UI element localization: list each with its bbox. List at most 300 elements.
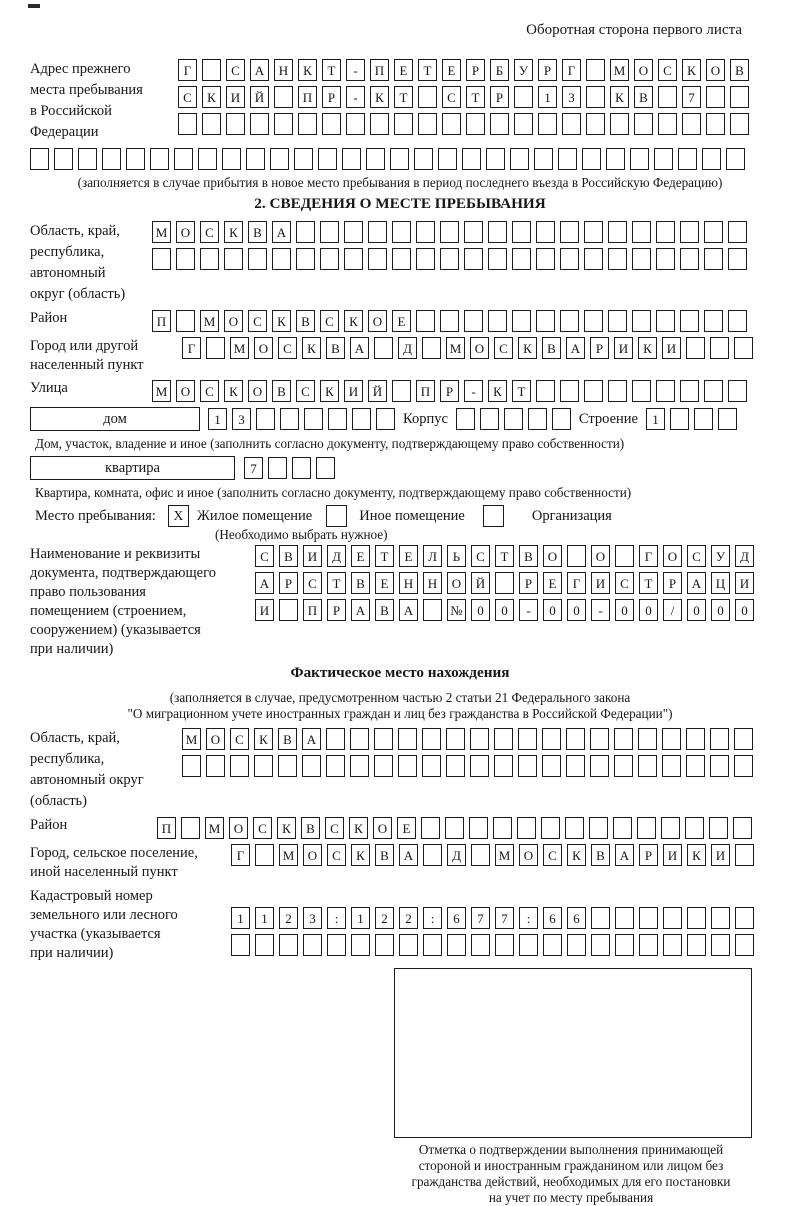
text-line: на учет по месту пребывания xyxy=(488,1190,654,1205)
char-cell xyxy=(512,221,531,243)
char-cell xyxy=(519,934,538,956)
char-cell xyxy=(392,380,411,402)
district-cells xyxy=(152,310,747,332)
char-cell: О xyxy=(634,59,653,81)
char-cell xyxy=(392,221,411,243)
char-cell xyxy=(198,148,217,170)
actual-city-label xyxy=(30,844,231,882)
text-line: Область, край, xyxy=(30,223,120,239)
char-cell: Г xyxy=(231,844,250,866)
char-cell xyxy=(270,148,289,170)
text-line: Город, сельское поселение, xyxy=(30,845,198,861)
char-cell xyxy=(518,755,537,777)
char-cell xyxy=(615,545,634,567)
char-cell: Р xyxy=(466,59,485,81)
char-cell xyxy=(728,221,747,243)
stay-type-checkbox-residential: X xyxy=(168,505,189,527)
char-cell: Й xyxy=(471,572,490,594)
char-cell: М xyxy=(610,59,629,81)
char-cell: 1 xyxy=(208,408,227,430)
stay-type-label: Место пребывания: xyxy=(35,507,156,524)
char-cell: М xyxy=(446,337,465,359)
char-cell xyxy=(512,310,531,332)
char-cell: И xyxy=(662,337,681,359)
char-cell xyxy=(630,148,649,170)
char-cell: А xyxy=(350,337,369,359)
char-cell: В xyxy=(248,221,267,243)
char-cell xyxy=(560,310,579,332)
char-cell xyxy=(686,728,705,750)
char-cell xyxy=(536,310,555,332)
char-cell: В xyxy=(542,337,561,359)
char-cell: С xyxy=(178,86,197,108)
char-cell: 7 xyxy=(495,907,514,929)
char-cell xyxy=(182,755,201,777)
char-cell: Д xyxy=(447,844,466,866)
text-line: право пользования xyxy=(30,584,146,600)
char-cell: Р xyxy=(538,59,557,81)
text-line: Отметка о подтверждении выполнения принимающей xyxy=(418,1142,724,1157)
char-cell: К xyxy=(277,817,296,839)
document-row-1 xyxy=(255,545,754,567)
char-cell: О xyxy=(706,59,725,81)
char-cell: О xyxy=(206,728,225,750)
text-line: населенный пункт xyxy=(30,357,144,373)
char-cell xyxy=(296,248,315,270)
char-cell xyxy=(416,221,435,243)
char-cell: О xyxy=(470,337,489,359)
char-cell: Л xyxy=(423,545,442,567)
char-cell: - xyxy=(519,599,538,621)
char-cell xyxy=(250,113,269,135)
text-line: Федерации xyxy=(30,124,99,140)
char-cell xyxy=(608,248,627,270)
char-cell: Ц xyxy=(711,572,730,594)
char-cell: Т xyxy=(512,380,531,402)
char-cell xyxy=(710,337,729,359)
char-cell: Е xyxy=(351,545,370,567)
char-cell: А xyxy=(399,844,418,866)
char-cell xyxy=(181,817,200,839)
char-cell xyxy=(543,934,562,956)
char-cell: М xyxy=(205,817,224,839)
char-cell: И xyxy=(344,380,363,402)
char-cell: Г xyxy=(178,59,197,81)
char-cell: С xyxy=(200,221,219,243)
char-cell xyxy=(685,817,704,839)
char-cell: 6 xyxy=(567,907,586,929)
prev-address-row-1 xyxy=(178,59,749,81)
char-cell: П xyxy=(303,599,322,621)
city-label xyxy=(30,337,182,375)
char-cell xyxy=(687,934,706,956)
char-cell: 0 xyxy=(711,599,730,621)
char-cell xyxy=(608,310,627,332)
char-cell xyxy=(656,248,675,270)
char-cell xyxy=(446,755,465,777)
apartment-type-label: квартира xyxy=(105,459,160,476)
apartment-note: Квартира, комната, офис и иное (заполнить согласно документу, подтверждающему право собственности) xyxy=(35,485,632,500)
char-cell xyxy=(421,817,440,839)
char-cell xyxy=(663,907,682,929)
stay-type-checkbox-organization xyxy=(483,505,504,527)
char-cell xyxy=(488,221,507,243)
char-cell xyxy=(464,221,483,243)
char-cell xyxy=(30,148,49,170)
char-cell: Т xyxy=(394,86,413,108)
char-cell xyxy=(614,755,633,777)
char-cell: К xyxy=(638,337,657,359)
char-cell xyxy=(582,148,601,170)
char-cell xyxy=(706,113,725,135)
char-cell: Р xyxy=(490,86,509,108)
char-cell xyxy=(517,817,536,839)
char-cell xyxy=(542,728,561,750)
char-cell xyxy=(445,817,464,839)
text-line: помещением (строением, xyxy=(30,603,187,619)
char-cell: А xyxy=(615,844,634,866)
char-cell: № xyxy=(447,599,466,621)
char-cell xyxy=(279,599,298,621)
char-cell xyxy=(471,844,490,866)
char-cell: А xyxy=(687,572,706,594)
char-cell: 0 xyxy=(471,599,490,621)
char-cell xyxy=(734,755,753,777)
text-line: в Российской xyxy=(30,103,112,119)
char-cell xyxy=(54,148,73,170)
char-cell: Н xyxy=(274,59,293,81)
section2-title: 2. СВЕДЕНИЯ О МЕСТЕ ПРЕБЫВАНИЯ xyxy=(254,195,546,212)
actual-district-label: Район xyxy=(30,817,68,833)
char-cell xyxy=(256,408,275,430)
char-cell: В xyxy=(272,380,291,402)
char-cell xyxy=(584,221,603,243)
char-cell: У xyxy=(514,59,533,81)
char-cell: О xyxy=(176,221,195,243)
char-cell: : xyxy=(423,907,442,929)
char-cell xyxy=(591,907,610,929)
char-cell: О xyxy=(368,310,387,332)
char-cell xyxy=(326,728,345,750)
char-cell: Р xyxy=(590,337,609,359)
char-cell: С xyxy=(248,310,267,332)
char-cell xyxy=(510,148,529,170)
street-cells xyxy=(152,380,747,402)
char-cell xyxy=(346,113,365,135)
char-cell xyxy=(735,844,754,866)
char-cell xyxy=(302,755,321,777)
text-line: стороной и иностранным гражданином или лицом без xyxy=(418,1158,724,1173)
char-cell xyxy=(206,755,225,777)
actual-district-row xyxy=(30,817,770,839)
char-cell: В xyxy=(591,844,610,866)
char-cell xyxy=(268,457,287,479)
char-cell xyxy=(350,755,369,777)
actual-region-row-2 xyxy=(182,755,753,777)
text-line: иной населенный пункт xyxy=(30,864,178,880)
char-cell: В xyxy=(730,59,749,81)
actual-region-label xyxy=(30,728,182,812)
region-row-1 xyxy=(152,221,747,243)
char-cell xyxy=(368,221,387,243)
char-cell: И xyxy=(255,599,274,621)
city-row xyxy=(30,337,770,375)
actual-location-title: Фактическое место нахождения xyxy=(290,664,510,681)
char-cell xyxy=(615,907,634,929)
char-cell: Б xyxy=(490,59,509,81)
char-cell xyxy=(438,148,457,170)
char-cell xyxy=(733,817,752,839)
char-cell xyxy=(536,221,555,243)
char-cell xyxy=(634,113,653,135)
char-cell xyxy=(423,934,442,956)
char-cell: С xyxy=(255,545,274,567)
char-cell: А xyxy=(302,728,321,750)
char-cell: С xyxy=(615,572,634,594)
char-cell: В xyxy=(296,310,315,332)
char-cell xyxy=(704,248,723,270)
char-cell: О xyxy=(373,817,392,839)
char-cell: Г xyxy=(567,572,586,594)
char-cell xyxy=(632,221,651,243)
char-cell: А xyxy=(351,599,370,621)
char-cell: Е xyxy=(392,310,411,332)
char-cell xyxy=(392,248,411,270)
char-cell xyxy=(150,148,169,170)
char-cell: 0 xyxy=(567,599,586,621)
text-line: документа, подтверждающего xyxy=(30,565,216,581)
char-cell xyxy=(514,113,533,135)
char-cell: К xyxy=(349,817,368,839)
char-cell: 7 xyxy=(471,907,490,929)
char-cell xyxy=(504,408,523,430)
char-cell: / xyxy=(663,599,682,621)
char-cell: Н xyxy=(423,572,442,594)
char-cell: Д xyxy=(398,337,417,359)
char-cell: К xyxy=(344,310,363,332)
char-cell xyxy=(632,380,651,402)
prev-address-row-4 xyxy=(30,148,745,170)
char-cell xyxy=(470,755,489,777)
char-cell xyxy=(366,148,385,170)
char-cell xyxy=(589,817,608,839)
char-cell xyxy=(687,907,706,929)
char-cell: Е xyxy=(375,572,394,594)
char-cell: М xyxy=(152,221,171,243)
char-cell: С xyxy=(327,844,346,866)
char-cell xyxy=(567,545,586,567)
char-cell xyxy=(730,86,749,108)
prev-address-block xyxy=(30,59,770,143)
char-cell xyxy=(632,248,651,270)
char-cell: А xyxy=(399,599,418,621)
char-cell: 7 xyxy=(244,457,263,479)
char-cell xyxy=(399,934,418,956)
char-cell xyxy=(423,844,442,866)
char-cell: И xyxy=(614,337,633,359)
char-cell: 3 xyxy=(303,907,322,929)
char-cell: С xyxy=(442,86,461,108)
char-cell: Н xyxy=(399,572,418,594)
char-cell: 1 xyxy=(351,907,370,929)
char-cell xyxy=(566,755,585,777)
char-cell xyxy=(416,248,435,270)
text-line: (заполняется в случае, предусмотренном частью 2 статьи 21 Федерального закона xyxy=(169,690,631,705)
char-cell: 2 xyxy=(375,907,394,929)
char-cell: П xyxy=(370,59,389,81)
char-cell xyxy=(495,934,514,956)
char-cell xyxy=(710,728,729,750)
prev-address-row-2 xyxy=(178,86,749,108)
char-cell: А xyxy=(272,221,291,243)
char-cell xyxy=(586,113,605,135)
char-cell xyxy=(637,817,656,839)
char-cell xyxy=(558,148,577,170)
actual-region-row-1 xyxy=(182,728,753,750)
char-cell xyxy=(728,380,747,402)
char-cell: Т xyxy=(375,545,394,567)
cadastral-row-1 xyxy=(231,907,754,929)
char-cell: О xyxy=(519,844,538,866)
char-cell: С xyxy=(320,310,339,332)
char-cell: Т xyxy=(327,572,346,594)
char-cell xyxy=(488,248,507,270)
char-cell xyxy=(222,148,241,170)
char-cell xyxy=(442,113,461,135)
char-cell xyxy=(686,755,705,777)
char-cell: С xyxy=(253,817,272,839)
char-cell: В xyxy=(375,844,394,866)
char-cell: М xyxy=(152,380,171,402)
char-cell xyxy=(514,86,533,108)
char-cell xyxy=(542,755,561,777)
char-cell: В xyxy=(634,86,653,108)
char-cell: Р xyxy=(440,380,459,402)
text-line: Наименование и реквизиты xyxy=(30,546,201,562)
stay-type-row xyxy=(30,505,770,527)
char-cell: С xyxy=(325,817,344,839)
apartment-row xyxy=(30,456,770,480)
char-cell xyxy=(152,248,171,270)
char-cell xyxy=(606,148,625,170)
char-cell: : xyxy=(519,907,538,929)
char-cell: В xyxy=(519,545,538,567)
char-cell: П xyxy=(298,86,317,108)
char-cell: Г xyxy=(639,545,658,567)
text-line: при наличии) xyxy=(30,945,114,961)
char-cell xyxy=(272,248,291,270)
char-cell xyxy=(590,728,609,750)
char-cell: Д xyxy=(735,545,754,567)
stroenie-cells xyxy=(646,408,737,430)
char-cell xyxy=(734,337,753,359)
char-cell: О xyxy=(543,545,562,567)
char-cell xyxy=(735,907,754,929)
char-cell: О xyxy=(663,545,682,567)
char-cell: М xyxy=(200,310,219,332)
char-cell xyxy=(711,934,730,956)
char-cell xyxy=(658,113,677,135)
region-row-2 xyxy=(152,248,747,270)
char-cell xyxy=(370,113,389,135)
char-cell xyxy=(230,755,249,777)
char-cell xyxy=(680,221,699,243)
char-cell: С xyxy=(226,59,245,81)
char-cell xyxy=(704,310,723,332)
stay-type-option-other: Иное помещение xyxy=(359,507,465,524)
char-cell: О xyxy=(447,572,466,594)
char-cell xyxy=(493,817,512,839)
char-cell: - xyxy=(591,599,610,621)
char-cell xyxy=(639,907,658,929)
char-cell xyxy=(654,148,673,170)
house-cells xyxy=(208,408,395,430)
char-cell xyxy=(464,310,483,332)
char-cell: Т xyxy=(466,86,485,108)
char-cell: С xyxy=(471,545,490,567)
char-cell xyxy=(292,457,311,479)
char-cell xyxy=(590,755,609,777)
char-cell: Г xyxy=(182,337,201,359)
char-cell xyxy=(536,248,555,270)
char-cell xyxy=(613,817,632,839)
text-line: Город или другой xyxy=(30,338,139,354)
char-cell xyxy=(202,59,221,81)
char-cell xyxy=(422,337,441,359)
cadastral-block xyxy=(30,887,770,963)
char-cell xyxy=(538,113,557,135)
cadastral-row-2 xyxy=(231,934,754,956)
char-cell xyxy=(178,113,197,135)
char-cell: 6 xyxy=(543,907,562,929)
char-cell: Й xyxy=(368,380,387,402)
char-cell: П xyxy=(152,310,171,332)
char-cell xyxy=(351,934,370,956)
char-cell xyxy=(566,728,585,750)
char-cell: - xyxy=(346,59,365,81)
char-cell: 1 xyxy=(646,408,665,430)
text-line: гражданства действий, необходимых для его постановки xyxy=(411,1174,731,1189)
char-cell: О xyxy=(248,380,267,402)
char-cell: Т xyxy=(495,545,514,567)
char-cell xyxy=(639,934,658,956)
char-cell: К xyxy=(202,86,221,108)
char-cell xyxy=(274,86,293,108)
house-type-box xyxy=(30,407,200,431)
char-cell xyxy=(446,728,465,750)
char-cell: И xyxy=(303,545,322,567)
document-label xyxy=(30,545,255,659)
street-label: Улица xyxy=(30,380,68,396)
char-cell xyxy=(374,337,393,359)
char-cell: К xyxy=(224,221,243,243)
char-cell: 2 xyxy=(399,907,418,929)
house-type-label: дом xyxy=(103,410,127,427)
char-cell xyxy=(398,755,417,777)
char-cell xyxy=(678,148,697,170)
char-cell: М xyxy=(182,728,201,750)
char-cell: К xyxy=(687,844,706,866)
char-cell xyxy=(711,907,730,929)
char-cell: В xyxy=(375,599,394,621)
scan-corner-mark xyxy=(28,4,40,8)
char-cell xyxy=(296,221,315,243)
confirmation-stamp-box xyxy=(394,968,752,1138)
char-cell xyxy=(608,380,627,402)
char-cell xyxy=(423,599,442,621)
char-cell: О xyxy=(591,545,610,567)
char-cell xyxy=(102,148,121,170)
